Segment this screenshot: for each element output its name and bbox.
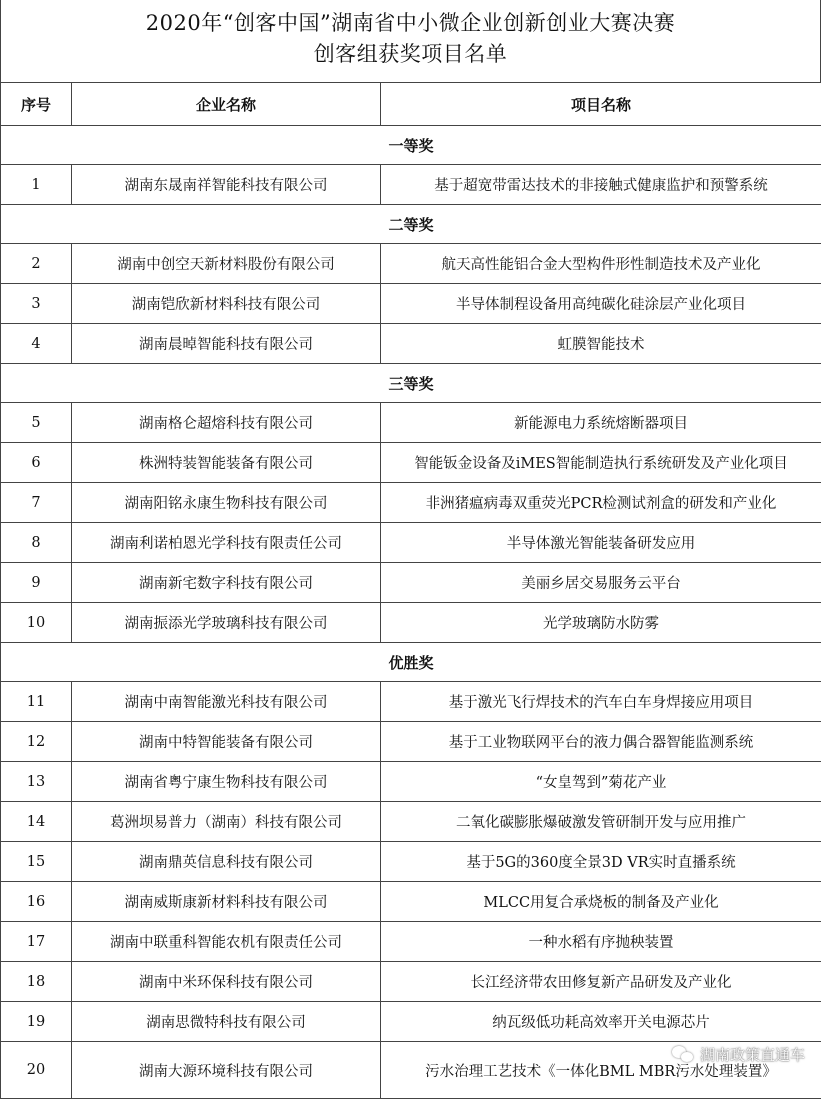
- watermark: [672, 1044, 805, 1065]
- table-row: [1, 284, 821, 324]
- company-cell: 湖南东晟南祥智能科技有限公司: [72, 165, 381, 205]
- company-cell: 湖南晨晫智能科技有限公司: [72, 324, 381, 364]
- project-cell: 基于工业物联网平台的液力偶合器智能监测系统: [381, 722, 821, 762]
- section-label: 一等奖: [1, 126, 821, 165]
- index-cell: 4: [1, 324, 72, 364]
- index-cell: 1: [1, 165, 72, 205]
- table-row: [1, 722, 821, 762]
- table-row: [1, 1002, 821, 1042]
- header-index: 序号: [1, 83, 72, 126]
- project-cell: 长江经济带农田修复新产品研发及产业化: [381, 962, 821, 1002]
- company-cell: 湖南鼎英信息科技有限公司: [72, 842, 381, 882]
- index-cell: 15: [1, 842, 72, 882]
- project-cell: 半导体激光智能装备研发应用: [381, 523, 821, 563]
- company-cell: 湖南中特智能装备有限公司: [72, 722, 381, 762]
- company-cell: 湖南振添光学玻璃科技有限公司: [72, 603, 381, 643]
- index-cell: 7: [1, 483, 72, 523]
- index-cell: 16: [1, 882, 72, 922]
- company-cell: 湖南阳铭永康生物科技有限公司: [72, 483, 381, 523]
- index-cell: 17: [1, 922, 72, 962]
- project-cell: 污水治理工艺技术《一体化BML MBR污水处理装置》: [381, 1042, 821, 1099]
- table-row: [1, 762, 821, 802]
- index-cell: 20: [1, 1042, 72, 1099]
- index-cell: 9: [1, 563, 72, 603]
- section-row: [1, 364, 821, 403]
- project-cell: 智能钣金设备及iMES智能制造执行系统研发及产业化项目: [381, 443, 821, 483]
- table-row: [1, 165, 821, 205]
- index-cell: 8: [1, 523, 72, 563]
- project-cell: 基于5G的360度全景3D VR实时直播系统: [381, 842, 821, 882]
- section-label: 三等奖: [1, 364, 821, 403]
- project-cell: 光学玻璃防水防雾: [381, 603, 821, 643]
- table-row: [1, 443, 821, 483]
- company-cell: 湖南新宅数字科技有限公司: [72, 563, 381, 603]
- table-row: [1, 842, 821, 882]
- project-cell: 基于激光飞行焊技术的汽车白车身焊接应用项目: [381, 682, 821, 722]
- company-cell: 湖南中南智能激光科技有限公司: [72, 682, 381, 722]
- section-label: 二等奖: [1, 205, 821, 244]
- table-row: [1, 922, 821, 962]
- index-cell: 13: [1, 762, 72, 802]
- index-cell: 3: [1, 284, 72, 324]
- index-cell: 14: [1, 802, 72, 842]
- title-block: [0, 0, 821, 82]
- index-cell: 5: [1, 403, 72, 443]
- project-cell: 虹膜智能技术: [381, 324, 821, 364]
- table-row: [1, 244, 821, 284]
- table-body: [1, 126, 821, 1099]
- company-cell: 湖南格仑超熔科技有限公司: [72, 403, 381, 443]
- section-row: [1, 643, 821, 682]
- table-row: [1, 563, 821, 603]
- table-row: [1, 403, 821, 443]
- company-cell: 株洲特装智能装备有限公司: [72, 443, 381, 483]
- project-cell: 非洲猪瘟病毒双重荧光PCR检测试剂盒的研发和产业化: [381, 483, 821, 523]
- table-row: [1, 682, 821, 722]
- table-header-row: [1, 83, 821, 126]
- project-cell: 纳瓦级低功耗高效率开关电源芯片: [381, 1002, 821, 1042]
- company-cell: 湖南省粤宁康生物科技有限公司: [72, 762, 381, 802]
- header-company: 企业名称: [72, 83, 381, 126]
- company-cell: 湖南大源环境科技有限公司: [72, 1042, 381, 1099]
- table-row: [1, 523, 821, 563]
- index-cell: 2: [1, 244, 72, 284]
- table-row: [1, 882, 821, 922]
- project-cell: MLCC用复合承烧板的制备及产业化: [381, 882, 821, 922]
- project-cell: 二氧化碳膨胀爆破激发管研制开发与应用推广: [381, 802, 821, 842]
- award-table: [0, 82, 821, 1099]
- table-row: [1, 324, 821, 364]
- table-row: [1, 603, 821, 643]
- index-cell: 19: [1, 1002, 72, 1042]
- index-cell: 12: [1, 722, 72, 762]
- project-cell: 航天高性能铝合金大型构件形性制造技术及产业化: [381, 244, 821, 284]
- company-cell: 湖南利诺柏恩光学科技有限责任公司: [72, 523, 381, 563]
- project-cell: 基于超宽带雷达技术的非接触式健康监护和预警系统: [381, 165, 821, 205]
- index-cell: 18: [1, 962, 72, 1002]
- table-row: [1, 483, 821, 523]
- project-cell: 新能源电力系统熔断器项目: [381, 403, 821, 443]
- section-label: 优胜奖: [1, 643, 821, 682]
- company-cell: 湖南威斯康新材料科技有限公司: [72, 882, 381, 922]
- project-cell: 美丽乡居交易服务云平台: [381, 563, 821, 603]
- company-cell: 湖南中创空天新材料股份有限公司: [72, 244, 381, 284]
- company-cell: 湖南中米环保科技有限公司: [72, 962, 381, 1002]
- section-row: [1, 205, 821, 244]
- watermark-text: 湖南政策直通车: [699, 1046, 805, 1064]
- company-cell: 湖南铠欣新材料科技有限公司: [72, 284, 381, 324]
- index-cell: 10: [1, 603, 72, 643]
- wechat-icon: [672, 1046, 694, 1064]
- table-row: [1, 802, 821, 842]
- index-cell: 11: [1, 682, 72, 722]
- title-line-1: 2020年“创客中国”湖南省中小微企业创新创业大赛决赛: [145, 11, 676, 35]
- project-cell: 一种水稻有序抛秧装置: [381, 922, 821, 962]
- index-cell: 6: [1, 443, 72, 483]
- project-cell: 半导体制程设备用高纯碳化硅涂层产业化项目: [381, 284, 821, 324]
- company-cell: 湖南思微特科技有限公司: [72, 1002, 381, 1042]
- header-project: 项目名称: [381, 83, 821, 126]
- title-line-2: 创客组获奖项目名单: [313, 42, 508, 66]
- company-cell: 葛洲坝易普力（湖南）科技有限公司: [72, 802, 381, 842]
- section-row: [1, 126, 821, 165]
- table-row: [1, 962, 821, 1002]
- company-cell: 湖南中联重科智能农机有限责任公司: [72, 922, 381, 962]
- project-cell: “女皇驾到”菊花产业: [381, 762, 821, 802]
